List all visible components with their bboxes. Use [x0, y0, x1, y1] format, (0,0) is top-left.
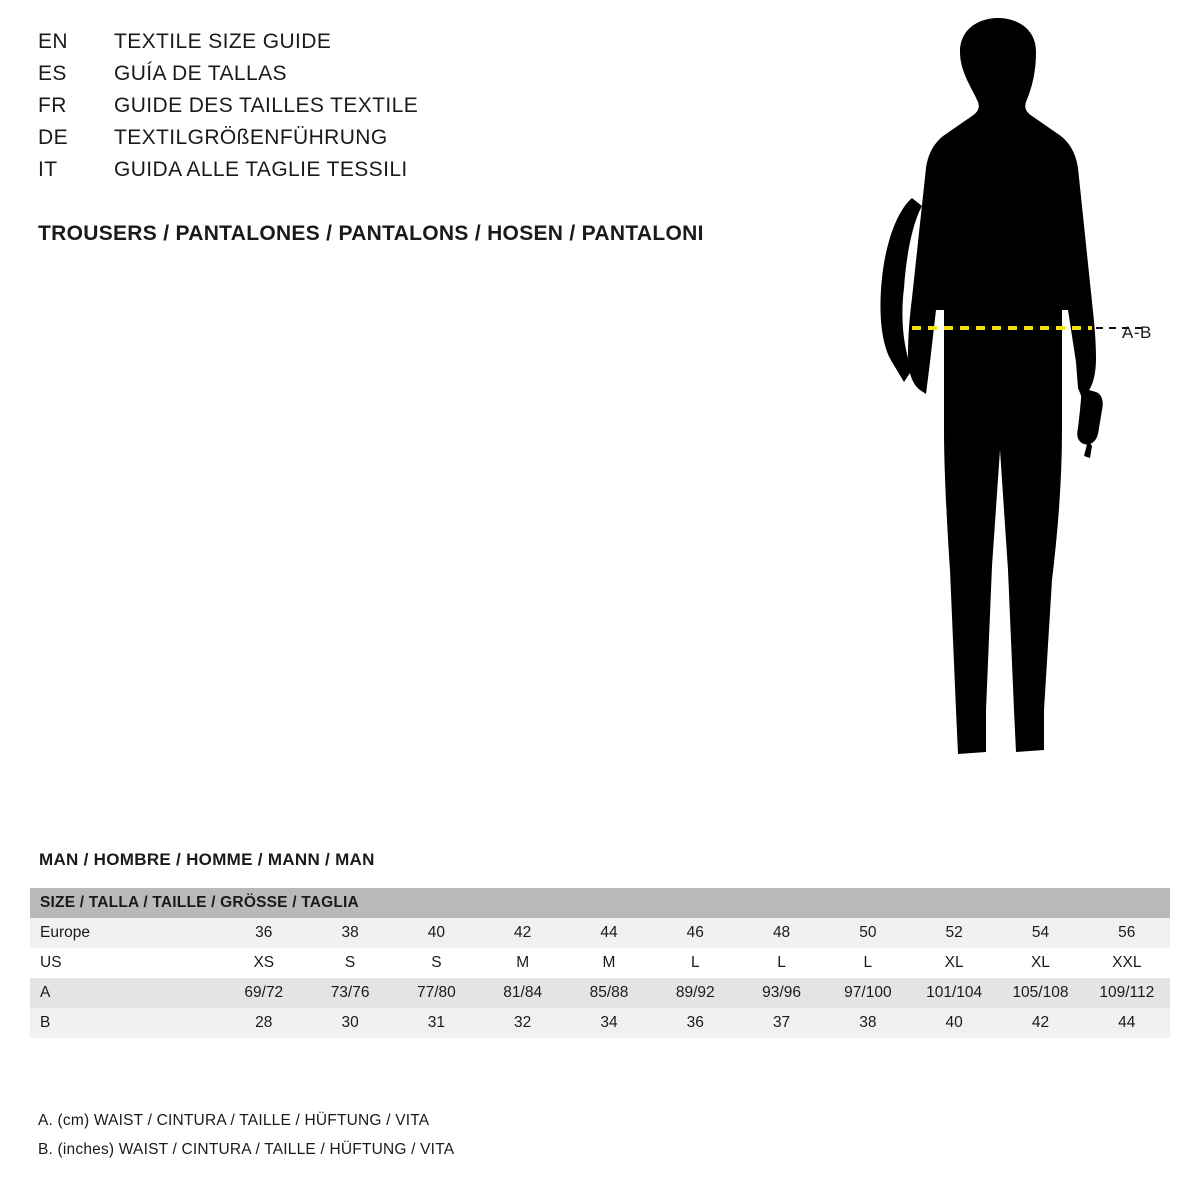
cell: 44 [566, 918, 652, 948]
language-code: ES [38, 62, 67, 85]
row-label: B [30, 1008, 221, 1038]
cell: 28 [221, 1008, 307, 1038]
language-text: GUIDA ALLE TAGLIE TESSILI [114, 158, 408, 181]
cell: 105/108 [997, 978, 1083, 1008]
man-silhouette-icon [800, 10, 1200, 800]
cell: 40 [393, 918, 479, 948]
language-text: GUÍA DE TALLAS [114, 62, 287, 85]
cell: 52 [911, 918, 997, 948]
cell: 50 [825, 918, 911, 948]
footnotes [38, 1112, 454, 1170]
cell: M [480, 948, 566, 978]
cell: S [393, 948, 479, 978]
measure-label: A-B [1122, 323, 1152, 342]
cell: 97/100 [825, 978, 911, 1008]
row-label: Europe [30, 918, 221, 948]
language-text: TEXTILE SIZE GUIDE [114, 30, 332, 53]
cell: 37 [738, 1008, 824, 1038]
language-row [38, 94, 798, 126]
cell: XS [221, 948, 307, 978]
cell: XXL [1084, 948, 1170, 978]
table-header-label: SIZE / TALLA / TAILLE / GRÖSSE / TAGLIA [30, 888, 1170, 918]
cell: 36 [221, 918, 307, 948]
cell: XL [997, 948, 1083, 978]
language-text: TEXTILGRÖßENFÜHRUNG [114, 126, 388, 149]
language-text: GUIDE DES TAILLES TEXTILE [114, 94, 419, 117]
language-row [38, 30, 798, 62]
figure-area [800, 10, 1200, 800]
size-table [30, 888, 1170, 1038]
cell: 109/112 [1084, 978, 1170, 1008]
cell: 73/76 [307, 978, 393, 1008]
cell: L [825, 948, 911, 978]
cell: XL [911, 948, 997, 978]
row-label: A [30, 978, 221, 1008]
table-row [30, 918, 1170, 948]
footnote-b: B. (inches) WAIST / CINTURA / TAILLE / HÜFTUNG / VITA [38, 1141, 455, 1158]
table-header-row [30, 888, 1170, 918]
cell: 48 [738, 918, 824, 948]
language-row [38, 62, 798, 94]
cell: 44 [1084, 1008, 1170, 1038]
cell: 77/80 [393, 978, 479, 1008]
cell: 42 [997, 1008, 1083, 1038]
cell: 40 [911, 1008, 997, 1038]
cell: 46 [652, 918, 738, 948]
cell: 38 [825, 1008, 911, 1038]
cell: M [566, 948, 652, 978]
garment-type-title: TROUSERS / PANTALONES / PANTALONS / HOSEN / PANTALONI [38, 222, 704, 245]
cell: 30 [307, 1008, 393, 1038]
cell: 38 [307, 918, 393, 948]
cell: 69/72 [221, 978, 307, 1008]
cell: 42 [480, 918, 566, 948]
language-code: FR [38, 94, 67, 117]
cell: 56 [1084, 918, 1170, 948]
language-row [38, 126, 798, 158]
cell: L [652, 948, 738, 978]
footnote-a: A. (cm) WAIST / CINTURA / TAILLE / HÜFTUNG / VITA [38, 1112, 430, 1129]
language-list [38, 30, 798, 190]
gender-title: MAN / HOMBRE / HOMME / MANN / MAN [39, 850, 375, 869]
cell: 85/88 [566, 978, 652, 1008]
table-row [30, 978, 1170, 1008]
cell: 93/96 [738, 978, 824, 1008]
cell: L [738, 948, 824, 978]
language-code: EN [38, 30, 68, 53]
cell: 34 [566, 1008, 652, 1038]
table-row [30, 948, 1170, 978]
language-row [38, 158, 798, 190]
language-code: DE [38, 126, 68, 149]
cell: 32 [480, 1008, 566, 1038]
table-row [30, 1008, 1170, 1038]
row-label: US [30, 948, 221, 978]
size-table-section [30, 850, 1170, 1038]
cell: 31 [393, 1008, 479, 1038]
language-code: IT [38, 158, 58, 181]
cell: 81/84 [480, 978, 566, 1008]
cell: 101/104 [911, 978, 997, 1008]
cell: 54 [997, 918, 1083, 948]
cell: S [307, 948, 393, 978]
cell: 89/92 [652, 978, 738, 1008]
cell: 36 [652, 1008, 738, 1038]
